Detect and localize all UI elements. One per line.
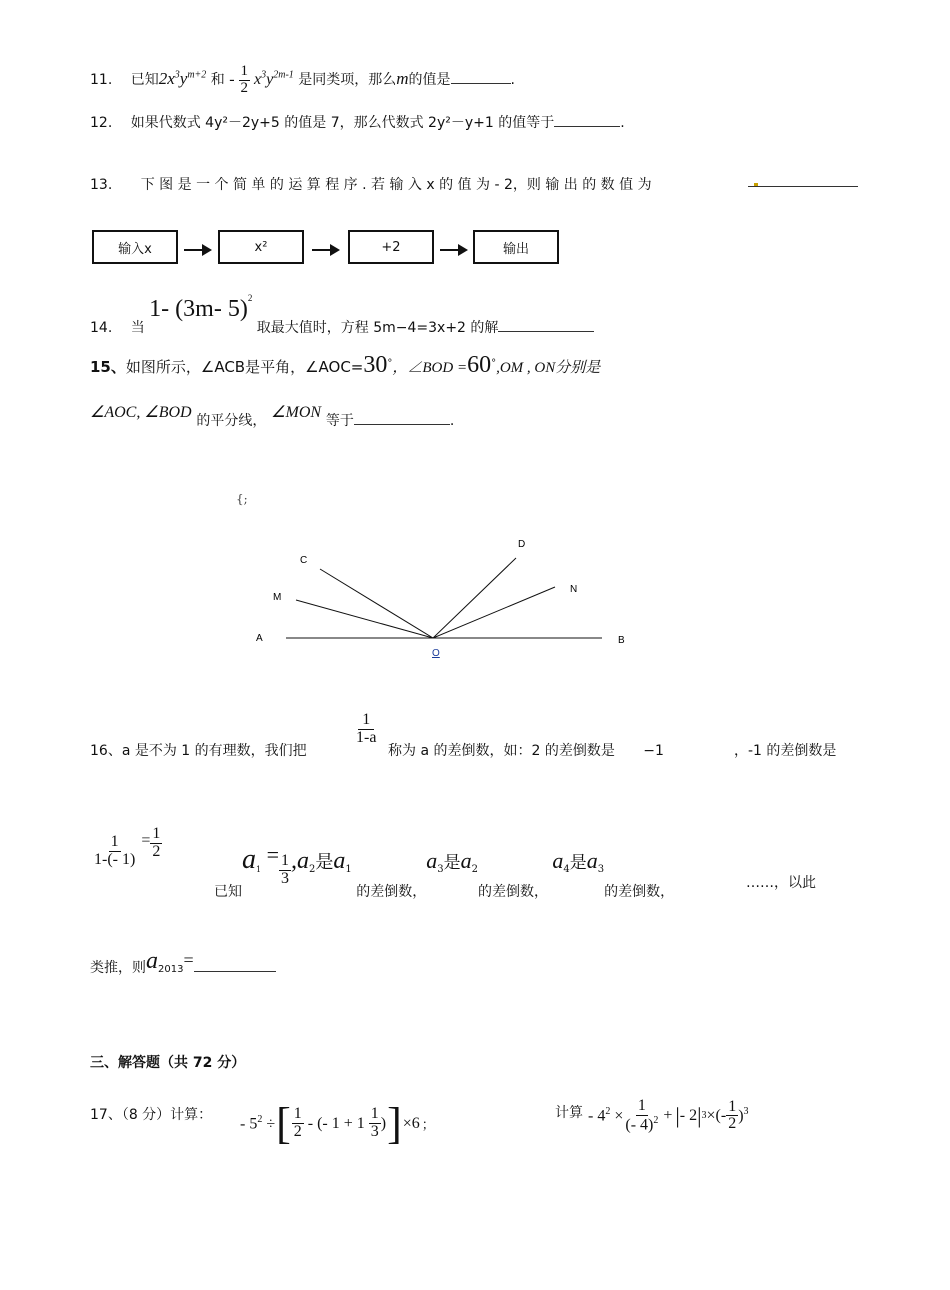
question-17: 17、（8 分）计算：	[90, 1107, 213, 1123]
section-title: 三、解答题（共 72 分）	[90, 1055, 246, 1071]
ray-OM	[296, 600, 433, 638]
label-M: M	[273, 592, 282, 603]
expression: 1- (3m- 5)$^2$	[149, 293, 253, 322]
term-1: $2x^3y^{m+2}$	[158, 68, 207, 88]
expression-17a: - $5^2$ ÷ [ $\frac{1}{2}$ - (- 1 + 1 $\frac{1}{3}$ ) ] ×6 ；	[240, 1099, 435, 1148]
label-B: B	[618, 635, 625, 646]
question-16-line1: 16、a 是不为 1 的有理数，我们把	[90, 743, 307, 759]
label-O: O	[432, 648, 440, 659]
question-14: 14. 当 1- (3m- 5)$^2$ 取最大值时，方程 5m−4=3x+2 的解	[90, 290, 594, 317]
flow-arrow-1	[184, 249, 210, 251]
question-13: 13. 下 图 是 一 个 简 单 的 运 算 程 序 . 若 输 入 x 的 值 为 - 2，则 输 出 的 数 值 为	[90, 177, 652, 193]
label-N: N	[570, 584, 578, 595]
answer-blank-15[interactable]	[354, 410, 450, 425]
example-equation: $\frac{1}{1-(- 1)}$ = $\frac{1}{2}$	[94, 825, 161, 868]
answer-blank-16[interactable]	[194, 957, 276, 972]
question-16-line1-b: 称为 a 的差倒数，如：2 的差倒数是 −1	[388, 743, 664, 759]
answer-blank-12[interactable]	[554, 112, 620, 127]
question-12: 12. 如果代数式 4y²－2y+5 的值是 7，那么代数式 2y²－y+1 的值等于 .	[90, 112, 625, 132]
angle-figure	[240, 520, 660, 670]
ray-OD	[433, 558, 516, 638]
label-D: D	[518, 539, 526, 550]
ray-ON	[433, 587, 555, 638]
marker-dot	[754, 183, 758, 186]
flow-square-box: x²	[218, 230, 304, 264]
expression-17b: - $4^2$ × $\frac{1}{(- 4)^2}$ + | - 2 | 3 ×(- $\frac{1}{2}$ )$^3$	[588, 1097, 749, 1134]
flow-input-box: 输入x	[92, 230, 178, 264]
flow-arrow-2	[312, 249, 338, 251]
flow-arrow-3	[440, 249, 466, 251]
question-16-line2: 已知$a_1$ = $\frac{1}{3}$ $,a_2$是$a_1$ 的差倒数，$a_3$是$a_2$的差倒数， $a_4$是$a_3$的差倒数，	[214, 842, 675, 900]
figure-artifact: {;	[236, 492, 248, 506]
question-15-line2: ∠AOC, ∠BOD 的平分线， ∠MON 等于 .	[90, 404, 455, 429]
ray-OC	[320, 569, 433, 638]
diff-reciprocal-fraction: $\frac{1}{1-a}$	[356, 711, 377, 746]
question-number: 11.	[90, 71, 113, 88]
answer-blank-11[interactable]	[451, 69, 511, 84]
flow-add-box: +2	[348, 230, 434, 264]
answer-blank-13[interactable]	[748, 186, 858, 187]
question-15-line1: 15、如图所示，∠ACB是平角，∠AOC=30°，∠BOD =60°,OM , ON分别是	[90, 352, 601, 378]
term-2: - $\frac{1}{2}$ $x^3y^{2m-1}$	[229, 63, 294, 96]
question-11: 11. 已知$2x^3y^{m+2}$ 和 - $\frac{1}{2}$ $x^3y^{2m-1}$ 是同类项，那么m的值是 .	[90, 63, 515, 96]
label-A: A	[256, 633, 263, 644]
answer-blank-14[interactable]	[498, 317, 594, 332]
question-16-line3: 类推，则a2013=	[90, 952, 276, 979]
label-C: C	[300, 555, 308, 566]
flow-output-box: 输出	[473, 230, 559, 264]
